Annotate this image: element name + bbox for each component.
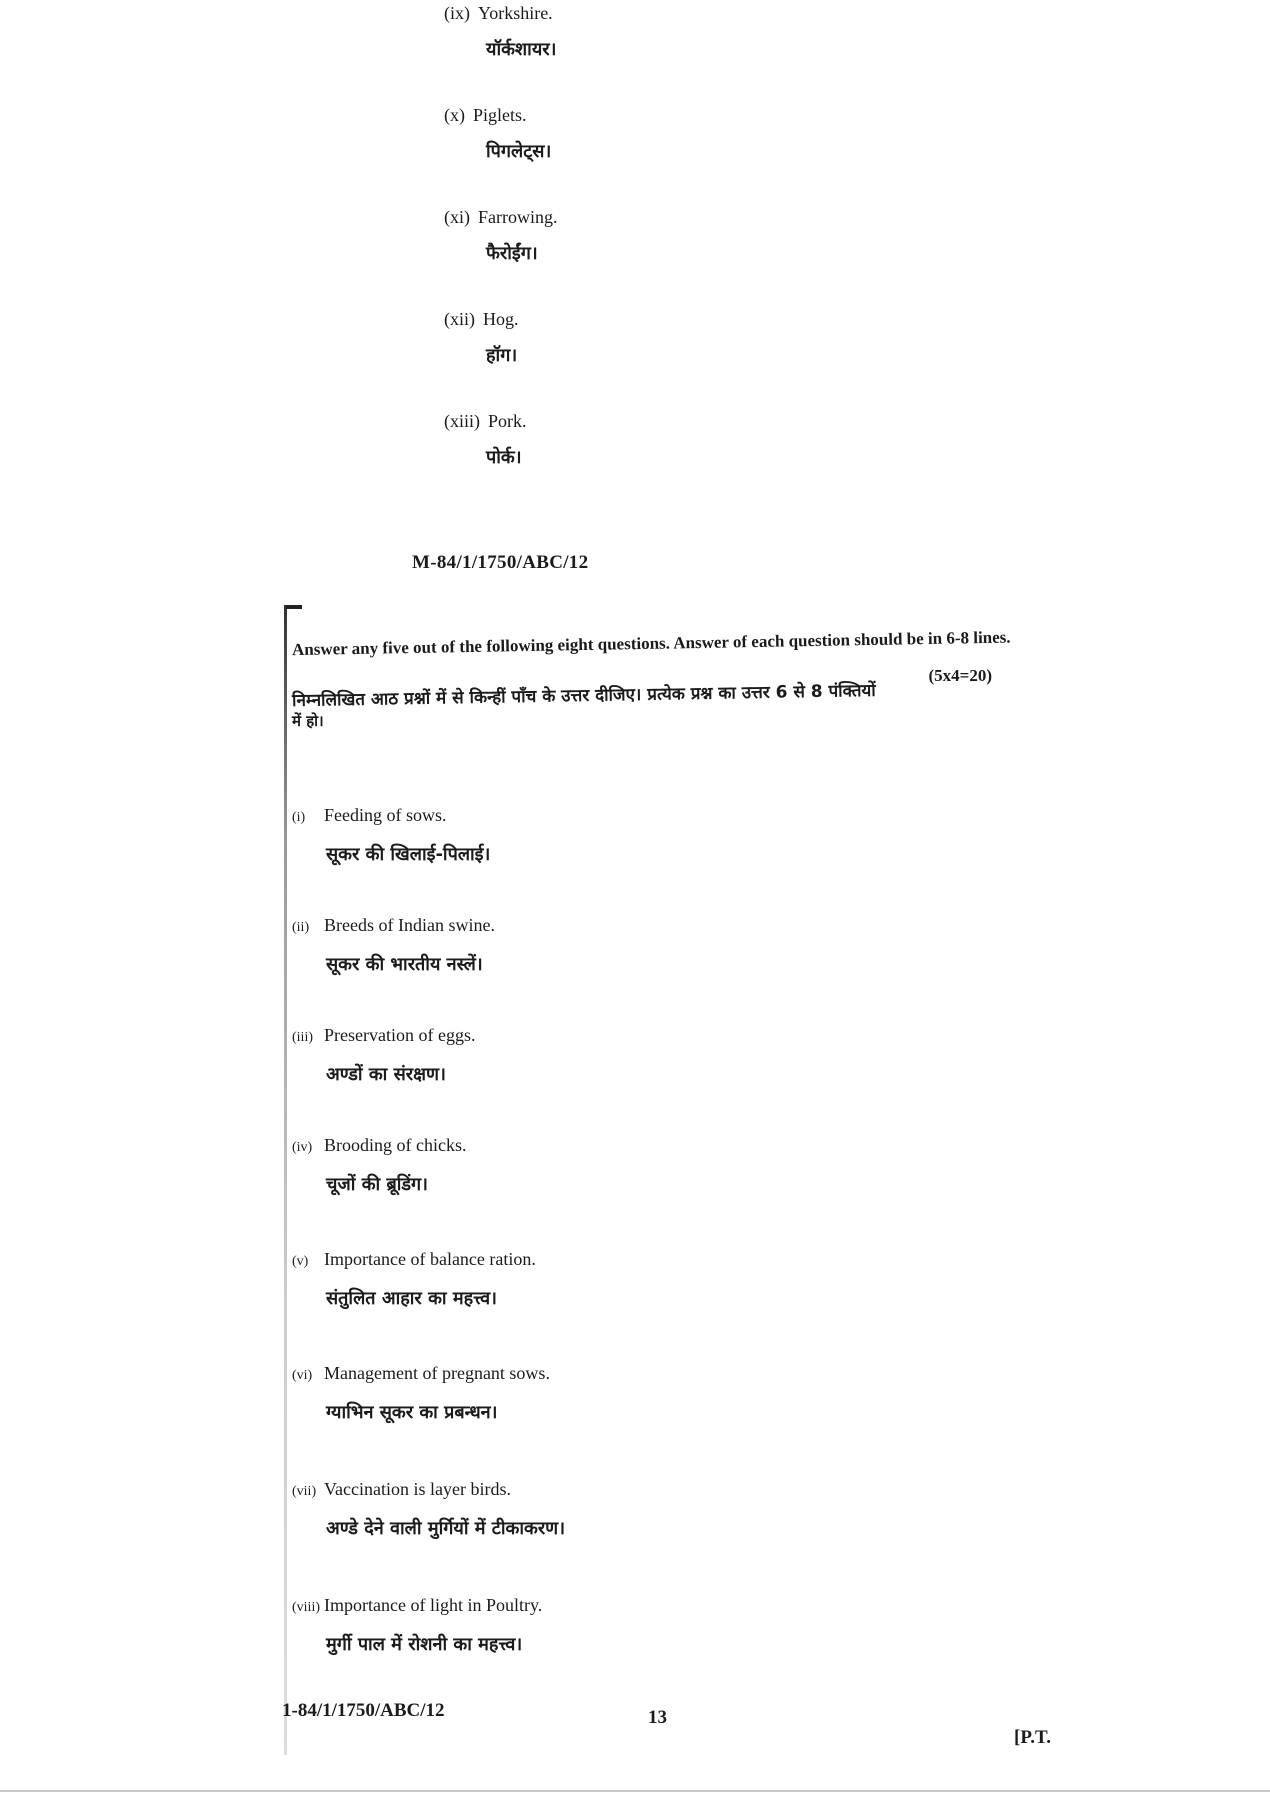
instructions-hindi: निम्नलिखित आठ प्रश्नों में से किन्हीं पाँच के उत्तर दीजिए। प्रत्येक प्रश्न का उत्तर 6 से 8 पंक्तियों bbox=[291, 680, 876, 712]
question-ii bbox=[292, 914, 495, 977]
question-hindi: सूकर की भारतीय नस्लें। bbox=[326, 954, 483, 975]
page-number: 13 bbox=[648, 1707, 667, 1728]
question-vi bbox=[292, 1362, 550, 1425]
question-iv bbox=[292, 1134, 466, 1197]
item-number: (ix) bbox=[444, 3, 470, 23]
instructions-english: Answer any five out of the following eight questions. Answer of each question should be in 6-8 lines. bbox=[291, 627, 1011, 660]
item-english: Piglets. bbox=[473, 105, 527, 125]
question-hindi: मुर्गी पाल में रोशनी का महत्त्व। bbox=[326, 1634, 523, 1655]
item-english: Pork. bbox=[488, 411, 527, 431]
question-i bbox=[292, 804, 490, 867]
question-english: Vaccination is layer birds. bbox=[324, 1479, 511, 1499]
question-number: (ii) bbox=[292, 920, 310, 935]
scan-corner-mark bbox=[286, 605, 302, 609]
question-english: Brooding of chicks. bbox=[324, 1135, 467, 1155]
question-number: (iii) bbox=[292, 1030, 313, 1045]
footer-paper-code: 1-84/1/1750/ABC/12 bbox=[282, 1700, 445, 1721]
item-hindi: हॉग। bbox=[486, 345, 518, 366]
please-turn-over: [P.T. bbox=[1014, 1727, 1051, 1748]
question-hindi: अण्डे देने वाली मुर्गियों में टीकाकरण। bbox=[326, 1518, 566, 1539]
marks-allocation: (5x4=20) bbox=[928, 666, 992, 685]
question-number: (vii) bbox=[292, 1484, 317, 1499]
item-hindi: फैरोईंग। bbox=[486, 243, 538, 264]
item-english: Yorkshire. bbox=[478, 3, 553, 23]
question-iii bbox=[292, 1024, 475, 1087]
question-viii bbox=[292, 1594, 542, 1657]
question-hindi: चूजों की ब्रूडिंग। bbox=[326, 1174, 428, 1195]
question-number: (v) bbox=[292, 1254, 309, 1269]
item-hindi: यॉर्कशायर। bbox=[486, 39, 557, 60]
item-number: (xii) bbox=[444, 309, 475, 329]
item-hindi: पिगलेट्स। bbox=[486, 141, 552, 162]
page-bottom-edge bbox=[0, 1790, 1270, 1792]
question-vii bbox=[292, 1478, 565, 1541]
term-item-xii bbox=[444, 308, 519, 368]
question-number: (iv) bbox=[292, 1140, 313, 1155]
question-english: Preservation of eggs. bbox=[324, 1025, 476, 1045]
question-v bbox=[292, 1248, 536, 1311]
question-hindi: संतुलित आहार का महत्त्व। bbox=[326, 1288, 497, 1309]
term-item-xi bbox=[444, 206, 558, 266]
item-english: Farrowing. bbox=[478, 207, 558, 227]
instructions-block bbox=[291, 627, 1011, 731]
item-hindi: पोर्क। bbox=[486, 447, 522, 468]
question-number: (viii) bbox=[292, 1600, 320, 1615]
question-hindi: सूकर की खिलाई-पिलाई। bbox=[326, 844, 491, 865]
item-number: (xi) bbox=[444, 207, 470, 227]
instructions-hindi-continued: में हो। bbox=[292, 712, 324, 730]
question-english: Breeds of Indian swine. bbox=[324, 915, 495, 935]
item-english: Hog. bbox=[483, 309, 519, 329]
term-item-xiii bbox=[444, 410, 527, 470]
term-item-ix bbox=[444, 2, 556, 62]
question-english: Importance of light in Poultry. bbox=[324, 1595, 543, 1615]
scan-edge-line bbox=[284, 605, 287, 1755]
question-english: Importance of balance ration. bbox=[324, 1249, 536, 1269]
question-english: Feeding of sows. bbox=[324, 805, 447, 825]
item-number: (x) bbox=[444, 105, 465, 125]
item-number: (xiii) bbox=[444, 411, 480, 431]
question-english: Management of pregnant sows. bbox=[324, 1363, 550, 1383]
question-hindi: ग्याभिन सूकर का प्रबन्धन। bbox=[326, 1402, 498, 1423]
section-code: M-84/1/1750/ABC/12 bbox=[412, 552, 589, 573]
term-item-x bbox=[444, 104, 551, 164]
question-hindi: अण्डों का संरक्षण। bbox=[326, 1064, 446, 1085]
question-number: (i) bbox=[292, 810, 306, 825]
question-number: (vi) bbox=[292, 1368, 313, 1383]
